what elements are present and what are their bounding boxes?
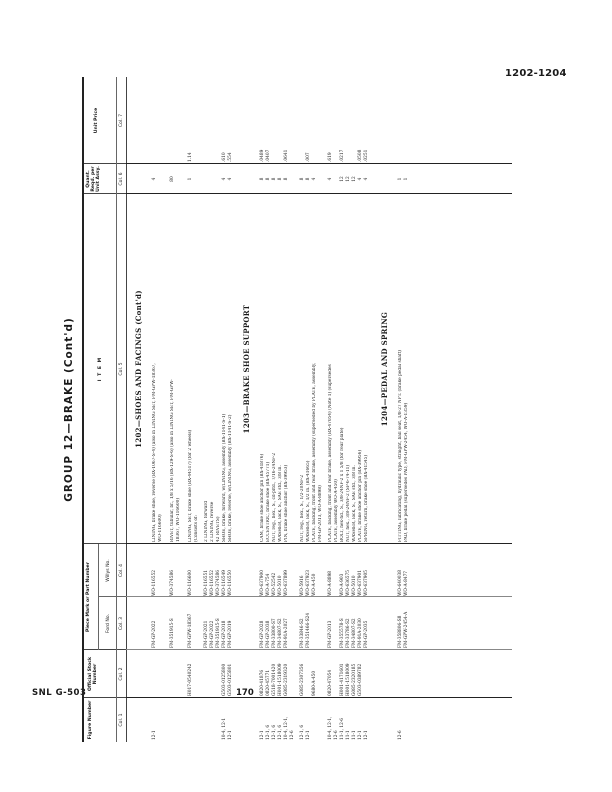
- page-number: 170: [236, 688, 254, 698]
- table-row: 11-1 G085-2320185 FM-34807-S2 WO-5010 WASHER, lock, S., SAE std., 3/8 in. 12: [352, 176, 357, 740]
- table-row: 18367, WO-116600): [176, 497, 181, 542]
- table-row: FM-GP-2022 WO-116552 2 LINING, reverse: [210, 501, 215, 648]
- header-part-number: Piece Mark or Part Number Ford No. Willys No. Col. 3 Col. 4: [84, 543, 126, 650]
- table-row: 10-4, 12-1 G503-0125800 FM-GP-2018 WO-116549 SHOE, brake, forward, w/LINING, assembly (BX-1141-S-1) 4 .610: [222, 152, 227, 740]
- table-row: 12-1 0820-41876 FM-GP-2028 WO-637900 CAM, brake shoe anchor pin (BX-41876) 8 .0489: [260, 149, 265, 740]
- table-row: 12-1, 6 H001-1518009 FM-34807-S2 WO-5010 WASHER, lock, S., SAE std., 3/8 in. 8: [278, 177, 283, 740]
- table-row: 12-1 FM-351466-S24 WO-637923 WASHER, lock, S., 1/2 in. (BX-41665) 8 .007: [306, 152, 311, 740]
- table-row: 11-1 H001-1518009 FM-33786-S2 WO-636575 NUT, hex., 3/8-24NF-2 (SP-6-74-11) 12: [346, 176, 351, 740]
- table-header: [84, 77, 127, 742]
- table-row: 10-4, 12-1, 0820-47054 FM-GP-2013 WO-A-8898 PLATE, backing, front and rear brake, assembly (BX-47054) (Note 1) (supersedes 4 .619: [328, 152, 333, 740]
- table-row: 12-1 FM-GP-2035 WO-637905 SPRING, return, brake shoe (BX-41545) 4 .0251: [364, 149, 369, 740]
- header-willys-no: Willys No.: [98, 544, 118, 597]
- table-row: H017-0540242 FM-GPW-18367 WO-116600 LINING, SET, brake shoe (BX-44517) (for 2 wheels) 1 1.14: [188, 152, 193, 696]
- parts-table: [82, 77, 512, 742]
- table-row: FM-GP-2013, WO-A-8898): [318, 485, 323, 542]
- table-row: 12-1 G503-0389782 FM-91A-2030 WO-637901 PLATE, brake shoe anchor pin (BX-39956) 4 .0508: [358, 149, 363, 740]
- snl-number: SNL G-503: [32, 688, 87, 698]
- table-row: FM-351915-S WO-374586 RIVET, tubular, br., 1/8 x 5/16 (BX-129-S-6) (also in LINING SET, FM-GPW- 80: [170, 176, 175, 648]
- section-title-1202: 1202—SHOES AND FACINGS (Cont'd): [134, 290, 143, 448]
- header-figure-number: Figure Number Col. 1: [84, 697, 126, 742]
- table-row: (Consists of:: [194, 514, 199, 542]
- table-row: 11-1, 12-6 H001-4171601 FM-355578-S WO-A-903 BOLT, hex-hd., S., 3/8-24NF-2 x 1 5/8 (for rear plate) 12 .0217: [340, 149, 345, 740]
- table-body: [126, 77, 512, 742]
- section-title-1204: 1204—PEDAL AND SPRING: [380, 311, 389, 427]
- table-row: 12-1, 6 G518-7001420 FM-33800-S7 WO-52542 NUT, reg., hex., S., cd-pltd., 7/16-24NF-2 8: [272, 177, 277, 740]
- table-row: WO-116600): [158, 514, 163, 542]
- header-unit-price: Unit Price Col. 7: [84, 77, 126, 164]
- group-title: GROUP 12—BRAKE (Cont'd): [63, 317, 75, 502]
- table-row: 12-1 FM-GP-2022 WO-116552 LINING, brake shoe, reverse (BX-1067-S-4) (also in LINING SET, FM-GPW-18367, 4: [152, 177, 157, 740]
- table-row: 12-1, 6 G085-2307356 FM-33846-S2 WO-5916 NUT, reg., hex., S., 1/2-20NF-2 8: [300, 177, 305, 740]
- table-row: FM-GP-2021 WO-116551 2 LINING, forward: [204, 500, 209, 648]
- header-stock-number: Official Stock Number Col. 2: [84, 649, 126, 698]
- table-row: FM-GPW-2454-A WO-A-8477 PAD, brake pedal (supersedes PAD, FM-GPW-2454, WO-A-1359) 1: [404, 177, 409, 648]
- table-row: 12-6 FM-358806-S8 WO-640038 FITTING, lubricating, hydraulic type, straight, ball seat, 1/8-27 NPT. (brake pedal shaft) 1: [398, 177, 403, 740]
- header-ford-no: Ford No.: [98, 596, 118, 650]
- table-row: 10-4, 12-1, G085-2319320 FM-91A-2027 WO-637899 PIN, brake shoe anchor (BX-39953) 8 .0641: [284, 149, 289, 740]
- table-row: 12-6 PLATE, assembly WO-A-450): [334, 479, 339, 740]
- table-row: 12-1 G503-0125801 FM-GP-2019 WO-116550 SHOE, brake, reverse, w/LINING, assembly (BX-1141-S-2) 4 .554: [228, 152, 233, 740]
- section-title-1203: 1203—BRAKE SHOE SUPPORT: [242, 304, 251, 434]
- page-reference: 1202-1204: [505, 68, 567, 79]
- table-row: FM-351915-S WO-374586 42 RIVETS): [216, 516, 221, 648]
- header-item: I T E M Col. 5: [84, 193, 126, 544]
- parts-list-sheet: [62, 77, 510, 742]
- header-quantity: Quant. Reqd. per Unit Assy. Col. 6: [84, 163, 126, 194]
- table-row: 12-1, 6 0820-45771 FM-GP-2038 WO-A-754 ECCENTRIC, brake shoe (BX-45771) 8 .0407: [266, 149, 271, 740]
- table-row: 12-6: [290, 730, 295, 740]
- table-row: 9680-A-450 WO-A-450 PLATE, backing, front and rear brake, assembly (superseded by PLATE, assembly, 4: [312, 177, 317, 696]
